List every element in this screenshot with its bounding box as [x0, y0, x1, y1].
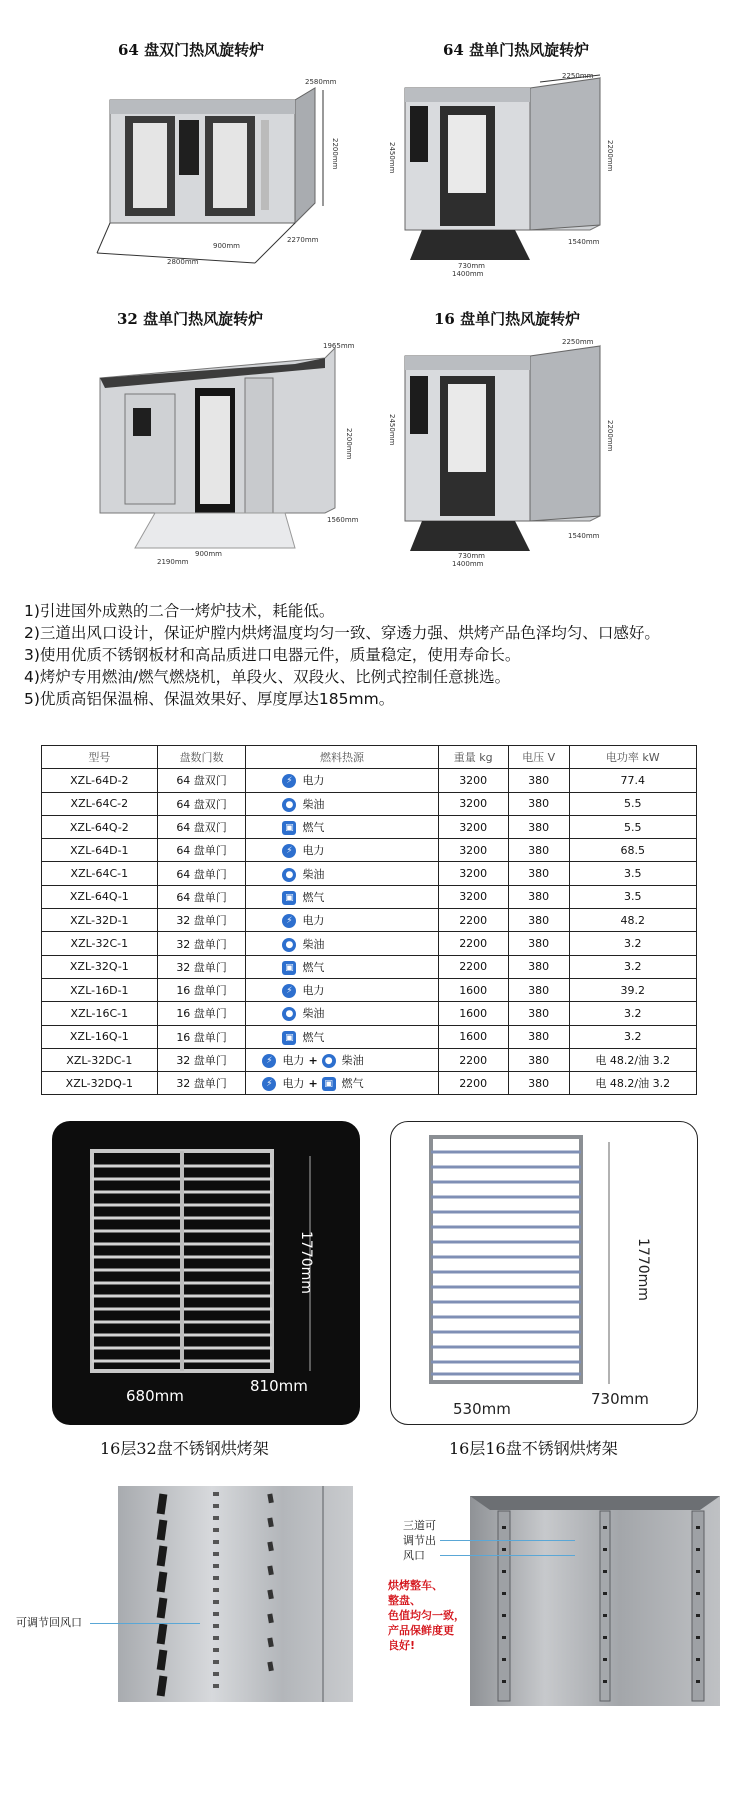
outlet-vent-label-line: 风口 — [403, 1549, 425, 1562]
cell-power: 5.5 — [569, 792, 696, 815]
dim-label: 2450mm — [388, 414, 396, 446]
dim-label: 1965mm — [323, 342, 355, 350]
cell-model: XZL-16C-1 — [42, 1002, 158, 1025]
cell-fuel — [246, 769, 438, 792]
table-row — [42, 1025, 697, 1048]
cell-weight: 3200 — [438, 769, 508, 792]
fuel-label: 柴油 — [341, 1054, 364, 1067]
rack-photo-32 — [52, 1121, 360, 1425]
col-header-model: 型号 — [42, 746, 158, 769]
cell-voltage: 380 — [508, 1025, 569, 1048]
cell-trays: 64 盘单门 — [157, 862, 246, 885]
fuel-label: 电力 — [302, 844, 325, 858]
oven-title-64-double: 64 盘双门热风旋转炉 — [118, 41, 265, 59]
cell-trays: 16 盘单门 — [157, 1025, 246, 1048]
oven-title-32-single: 32 盘单门热风旋转炉 — [117, 310, 264, 328]
fuel-label: 燃气 — [341, 1077, 364, 1091]
cell-power: 3.5 — [569, 862, 696, 885]
oven-image-16-single — [388, 336, 620, 568]
cell-weight: 3200 — [438, 885, 508, 908]
outlet-vent-label — [403, 1518, 436, 1563]
cell-voltage: 380 — [508, 932, 569, 955]
cell-power: 3.2 — [569, 932, 696, 955]
cell-model: XZL-16D-1 — [42, 978, 158, 1001]
outlet-vent-label-line: 三道可 — [403, 1519, 436, 1532]
callout-line — [440, 1540, 575, 1541]
cell-power: 3.2 — [569, 1025, 696, 1048]
cell-model: XZL-16Q-1 — [42, 1025, 158, 1048]
diesel-fuel-icon: ● — [282, 798, 296, 812]
dim-label: 2270mm — [287, 236, 319, 244]
cell-trays: 16 盘单门 — [157, 1002, 246, 1025]
cell-power: 电 48.2/油 3.2 — [569, 1048, 696, 1071]
fuel-label: 柴油 — [302, 937, 325, 951]
cell-power: 39.2 — [569, 978, 696, 1001]
cell-power: 48.2 — [569, 909, 696, 932]
col-header-weight: 重量 kg — [438, 746, 508, 769]
rack-height-label: 1770mm — [635, 1238, 651, 1301]
rack-width-label: 530mm — [453, 1400, 511, 1418]
cell-fuel — [246, 978, 438, 1001]
cell-fuel — [246, 932, 438, 955]
cell-weight: 2200 — [438, 955, 508, 978]
cell-fuel — [246, 839, 438, 862]
table-header-row — [42, 746, 697, 769]
cell-weight: 3200 — [438, 792, 508, 815]
dim-label: 1540mm — [568, 238, 600, 246]
cell-voltage: 380 — [508, 885, 569, 908]
cell-voltage: 380 — [508, 769, 569, 792]
cell-fuel — [246, 885, 438, 908]
cell-model: XZL-64C-1 — [42, 862, 158, 885]
dim-label: 2580mm — [305, 78, 337, 86]
cell-power: 68.5 — [569, 839, 696, 862]
cell-trays: 64 盘双门 — [157, 792, 246, 815]
dim-label: 2450mm — [388, 142, 396, 174]
rack-depth-label: 730mm — [591, 1390, 649, 1408]
cell-power: 5.5 — [569, 815, 696, 838]
table-row — [42, 769, 697, 792]
oven-image-64-double — [95, 78, 345, 278]
cell-fuel — [246, 1072, 438, 1095]
dim-label: 1560mm — [327, 516, 359, 524]
cell-model: XZL-64C-2 — [42, 792, 158, 815]
feature-item: 5)优质高铝保温棉、保温效果好、厚度厚达185mm。 — [24, 690, 395, 708]
cell-weight: 3200 — [438, 839, 508, 862]
cell-voltage: 380 — [508, 792, 569, 815]
table-row — [42, 909, 697, 932]
gas-fuel-icon: ▣ — [282, 821, 296, 835]
diesel-fuel-icon: ● — [322, 1054, 336, 1068]
feature-item: 4)烤炉专用燃油/燃气燃烧机，单段火、双段火、比例式控制任意挑选。 — [24, 668, 511, 686]
dim-label: 730mm — [458, 552, 485, 560]
cell-model: XZL-32C-1 — [42, 932, 158, 955]
gas-fuel-icon: ▣ — [282, 961, 296, 975]
col-header-trays: 盘数门数 — [157, 746, 246, 769]
outlet-vent-label-line: 调节出 — [403, 1534, 436, 1547]
cell-weight: 3200 — [438, 862, 508, 885]
cell-trays: 64 盘单门 — [157, 885, 246, 908]
benefit-line: 色值均匀一致， — [388, 1609, 465, 1622]
cell-voltage: 380 — [508, 909, 569, 932]
table-row — [42, 932, 697, 955]
oven-title-16-single: 16 盘单门热风旋转炉 — [434, 310, 581, 328]
cell-weight: 2200 — [438, 909, 508, 932]
dim-label: 2250mm — [562, 338, 594, 346]
cell-power: 3.2 — [569, 955, 696, 978]
cell-fuel — [246, 815, 438, 838]
cell-power: 3.5 — [569, 885, 696, 908]
electric-fuel-icon: ⚡ — [262, 1077, 276, 1091]
table-row — [42, 815, 697, 838]
cell-trays: 32 盘单门 — [157, 1072, 246, 1095]
rack-caption-16: 16层16盘不锈钢烘烤架 — [449, 1439, 618, 1458]
fuel-label: 燃气 — [302, 960, 325, 974]
cell-power: 3.2 — [569, 1002, 696, 1025]
cell-voltage: 380 — [508, 1002, 569, 1025]
rack-photo-16 — [390, 1121, 698, 1425]
fuel-label: 柴油 — [302, 1007, 325, 1021]
table-row — [42, 978, 697, 1001]
gas-fuel-icon: ▣ — [282, 1031, 296, 1045]
fuel-label: 柴油 — [302, 797, 325, 811]
dim-label: 2200mm — [345, 428, 353, 460]
return-vent-photo — [118, 1486, 353, 1702]
feature-item: 3)使用优质不锈钢板材和高品质进口电器元件，质量稳定，使用寿命长。 — [24, 646, 521, 664]
cell-power: 电 48.2/油 3.2 — [569, 1072, 696, 1095]
table-row — [42, 792, 697, 815]
dim-label: 730mm — [458, 262, 485, 270]
cell-voltage: 380 — [508, 839, 569, 862]
dim-label: 1540mm — [568, 532, 600, 540]
cell-model: XZL-64D-1 — [42, 839, 158, 862]
cell-model: XZL-32DC-1 — [42, 1048, 158, 1071]
cell-fuel — [246, 862, 438, 885]
electric-fuel-icon: ⚡ — [282, 774, 296, 788]
cell-weight: 3200 — [438, 815, 508, 838]
fuel-label: 电力 — [282, 1077, 305, 1091]
cell-model: XZL-32DQ-1 — [42, 1072, 158, 1095]
cell-fuel — [246, 1048, 438, 1071]
dim-label: 2200mm — [606, 140, 614, 172]
fuel-label: 柴油 — [302, 867, 325, 881]
table-row — [42, 839, 697, 862]
outlet-vent-photo — [470, 1496, 720, 1706]
plus-sign: + — [308, 1054, 318, 1067]
feature-item: 2)三道出风口设计，保证炉膛内烘烤温度均匀一致、穿透力强、烘烤产品色泽均匀、口感好。 — [24, 624, 660, 642]
fuel-label: 燃气 — [302, 821, 325, 835]
cell-model: XZL-32D-1 — [42, 909, 158, 932]
cell-trays: 32 盘单门 — [157, 955, 246, 978]
electric-fuel-icon: ⚡ — [262, 1054, 276, 1068]
dim-label: 2200mm — [331, 138, 339, 170]
cell-trays: 16 盘单门 — [157, 978, 246, 1001]
cell-trays: 64 盘双门 — [157, 769, 246, 792]
rack-caption-32: 16层32盘不锈钢烘烤架 — [100, 1439, 269, 1458]
cell-fuel — [246, 1025, 438, 1048]
callout-line — [90, 1623, 200, 1624]
cell-voltage: 380 — [508, 862, 569, 885]
oven-image-64-single — [388, 70, 620, 280]
electric-fuel-icon: ⚡ — [282, 914, 296, 928]
cell-weight: 1600 — [438, 1025, 508, 1048]
table-row — [42, 885, 697, 908]
rack-width-label: 680mm — [126, 1387, 184, 1405]
table-row — [42, 1048, 697, 1071]
dim-label: 2190mm — [157, 558, 189, 566]
return-vent-label: 可调节回风口 — [16, 1616, 82, 1629]
cell-fuel — [246, 1002, 438, 1025]
oven-title-64-single: 64 盘单门热风旋转炉 — [443, 41, 590, 59]
cell-weight: 2200 — [438, 1048, 508, 1071]
spec-table-body — [42, 769, 697, 1095]
benefit-line: 良好! — [388, 1639, 416, 1652]
diesel-fuel-icon: ● — [282, 938, 296, 952]
diesel-fuel-icon: ● — [282, 868, 296, 882]
callout-line — [440, 1555, 575, 1556]
plus-sign: + — [308, 1077, 318, 1091]
cell-voltage: 380 — [508, 815, 569, 838]
fuel-label: 电力 — [302, 984, 325, 998]
cell-weight: 1600 — [438, 978, 508, 1001]
dim-label: 2200mm — [606, 420, 614, 452]
electric-fuel-icon: ⚡ — [282, 844, 296, 858]
dim-label: 2800mm — [167, 258, 199, 266]
benefit-line: 产品保鲜度更 — [388, 1624, 454, 1637]
dim-label: 1400mm — [452, 560, 484, 568]
benefit-line: 烘烤整车、 — [388, 1579, 443, 1592]
col-header-fuel: 燃料热源 — [246, 746, 438, 769]
table-row — [42, 1072, 697, 1095]
cell-trays: 32 盘单门 — [157, 1048, 246, 1071]
fuel-label: 电力 — [302, 774, 325, 788]
cell-weight: 1600 — [438, 1002, 508, 1025]
gas-fuel-icon: ▣ — [322, 1077, 336, 1091]
cell-trays: 32 盘单门 — [157, 932, 246, 955]
cell-model: XZL-32Q-1 — [42, 955, 158, 978]
table-row — [42, 955, 697, 978]
rack-depth-label: 810mm — [250, 1377, 308, 1395]
cell-model: XZL-64Q-1 — [42, 885, 158, 908]
feature-list — [24, 600, 724, 710]
dim-label: 900mm — [195, 550, 222, 558]
dim-label: 1400mm — [452, 270, 484, 278]
oven-image-32-single — [95, 338, 359, 568]
fuel-label: 电力 — [302, 914, 325, 928]
cell-power: 77.4 — [569, 769, 696, 792]
gas-fuel-icon: ▣ — [282, 891, 296, 905]
table-row — [42, 862, 697, 885]
fuel-label: 燃气 — [302, 890, 325, 904]
cell-voltage: 380 — [508, 1072, 569, 1095]
col-header-power: 电功率 kW — [569, 746, 696, 769]
cell-weight: 2200 — [438, 932, 508, 955]
rack-height-label: 1770mm — [298, 1231, 314, 1294]
feature-item: 1)引进国外成熟的二合一烤炉技术，耗能低。 — [24, 602, 335, 620]
outlet-vent-benefit — [388, 1578, 465, 1653]
fuel-label: 电力 — [282, 1054, 305, 1067]
fuel-label: 燃气 — [302, 1030, 325, 1044]
cell-voltage: 380 — [508, 955, 569, 978]
cell-trays: 32 盘单门 — [157, 909, 246, 932]
cell-trays: 64 盘单门 — [157, 839, 246, 862]
cell-fuel — [246, 909, 438, 932]
diesel-fuel-icon: ● — [282, 1007, 296, 1021]
col-header-voltage: 电压 V — [508, 746, 569, 769]
dim-label: 2250mm — [562, 72, 594, 80]
cell-model: XZL-64D-2 — [42, 769, 158, 792]
cell-voltage: 380 — [508, 1048, 569, 1071]
table-row — [42, 1002, 697, 1025]
cell-fuel — [246, 955, 438, 978]
cell-model: XZL-64Q-2 — [42, 815, 158, 838]
dim-label: 900mm — [213, 242, 240, 250]
cell-weight: 2200 — [438, 1072, 508, 1095]
electric-fuel-icon: ⚡ — [282, 984, 296, 998]
cell-fuel — [246, 792, 438, 815]
cell-trays: 64 盘双门 — [157, 815, 246, 838]
cell-voltage: 380 — [508, 978, 569, 1001]
spec-table — [41, 745, 697, 1095]
benefit-line: 整盘、 — [388, 1594, 421, 1607]
